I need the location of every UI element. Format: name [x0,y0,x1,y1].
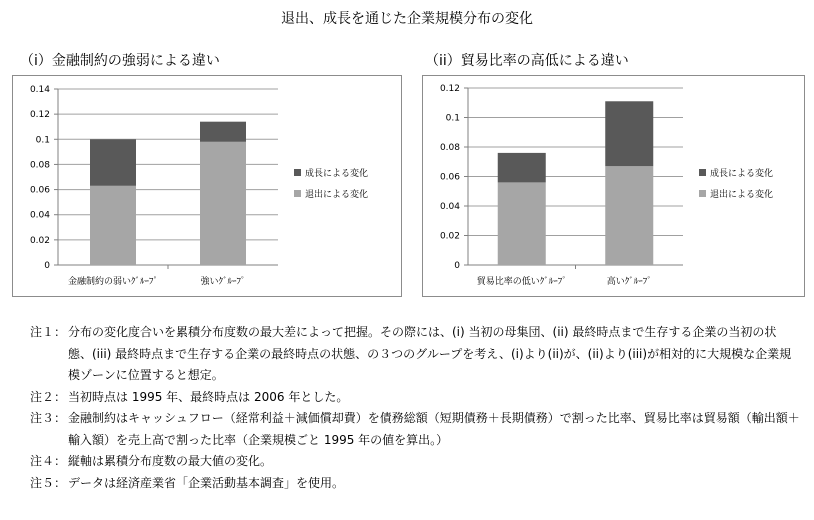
bar-segment [605,166,653,265]
x-tick-label: 高いｸﾞﾙｰﾌﾟ [606,277,652,287]
legend-label: 退出による変化 [305,190,369,200]
y-tick-label: 0.08 [29,160,50,171]
note-1 [30,322,800,387]
legend-swatch [294,169,301,176]
note-5 [30,473,800,495]
note-text: データは経済産業省「企業活動基本調査」を使用。 [68,475,345,490]
note-label: 注１： [30,325,67,339]
note-label: 注４： [30,454,67,468]
y-tick-label: 0.1 [35,135,50,146]
x-tick-label: 金融制約の弱いｸﾞﾙｰﾌﾟ [67,277,159,287]
chart2-svg [423,76,804,296]
legend-label: 成長による変化 [710,169,774,179]
note-label: 注３： [30,411,67,425]
y-tick-label: 0.02 [29,235,50,246]
note-text: 金融制約はキャッシュフロー（経常利益＋減価償却費）を債務総額（短期債務＋長期債務）で割った比率、貿易比率は貿易額（輸出額＋輸入額）を売上高で割った比率（企業規模ごと 1995 年の値を算出。） [68,411,800,447]
bar-segment [90,186,136,265]
note-text: 当初時点は 1995 年、最終時点は 2006 年とした。 [68,389,349,404]
chart2-title: （ii）貿易比率の高低による違い [425,53,629,69]
note-4 [30,451,800,473]
note-label: 注２： [30,389,67,404]
legend-swatch [699,169,706,176]
legend-label: 成長による変化 [305,169,369,179]
y-tick-label: 0.06 [29,185,50,196]
y-tick-label: 0 [454,261,460,271]
chart1-title: （i）金融制約の強弱による違い [20,53,220,69]
bar-segment [498,153,546,183]
bar-segment [605,101,653,166]
y-tick-label: 0.14 [29,85,50,95]
bar-segment [90,139,136,186]
x-tick-label: 貿易比率の低いｸﾞﾙｰﾌﾟ [476,277,567,287]
y-tick-label: 0.1 [445,113,460,124]
legend-swatch [699,190,706,197]
y-tick-label: 0 [44,261,50,271]
y-tick-label: 0.04 [439,202,460,212]
notes [30,322,800,494]
bar-segment [200,122,246,142]
y-tick-label: 0.08 [439,143,460,153]
bar-segment [200,142,246,265]
note-2 [30,387,800,409]
note-label: 注５： [30,475,67,490]
y-tick-label: 0.12 [29,110,50,121]
chart2-frame [422,75,805,297]
note-text: 分布の変化度合いを累積分布度数の最大差によって把握。その際には、(i) 当初の母集団、(ii) 最終時点まで生存する企業の当初の状態、(iii) 最終時点まで生存する企業の最終時点の状態、の３つのグループを考え、(i)より(ii)が、(ii)より(iii)が相対的に大規模な企業規模ゾーンに位置すると想定。 [68,325,792,382]
y-tick-label: 0.12 [439,84,460,94]
bar-segment [498,182,546,265]
note-text: 縦軸は累積分布度数の最大値の変化。 [68,454,273,468]
chart1-svg [13,76,401,296]
legend-swatch [294,190,301,197]
x-tick-label: 強いｸﾞﾙｰﾌﾟ [200,277,246,287]
note-3 [30,408,800,451]
chart1-frame [12,75,402,297]
y-tick-label: 0.04 [29,210,50,221]
y-tick-label: 0.06 [439,172,460,183]
y-tick-label: 0.02 [439,231,460,242]
legend-label: 退出による変化 [710,190,774,200]
page-title: 退出、成長を通じた企業規模分布の変化 [281,11,533,27]
